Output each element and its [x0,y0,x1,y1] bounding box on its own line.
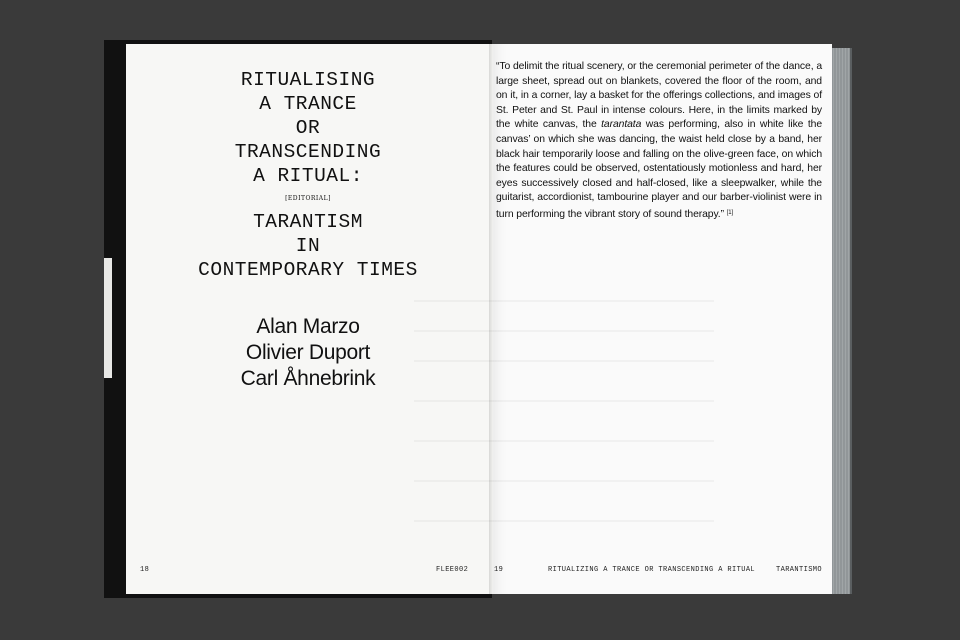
title-line-5: A RITUAL: [253,165,363,187]
author-list [126,314,490,392]
quote-italic-term: tarantata [601,119,642,131]
left-page-number: 18 [140,566,150,574]
show-through-text [414,300,714,302]
author-name: Olivier Duport [245,341,371,364]
page-edges [832,48,852,594]
subtitle-line-3: CONTEMPORARY TIMES [198,259,418,281]
cover-tear [104,258,112,378]
subtitle-line-2: IN [295,235,321,257]
quote-paragraph [496,60,822,223]
show-through-text [414,480,714,482]
title-block [126,68,490,282]
running-head: RITUALIZING A TRANCE OR TRANSCENDING A RITUAL [548,566,756,574]
quote-text-start: “To delimit the ritual scenery, or the ceremonial perimeter of the dance, a large sheet, spread out on blankets, covered the floor of the room, and on it, in a corner, lay a basket for the offerings collections, and images of St. Peter and St. Paul in intense colours. Here, in the limits marked by the white canvas, the [496,61,822,131]
show-through-text [414,360,714,362]
quote-text-end: was performing, also in white like the canvas’ on which she was dancing, the waist held close by a band, her black hair temporarily loose and falling on the olive-green face, on which the features could be observed, ostentatiously motionless and hard, her eyes successively closed and half-closed, like a sleepwalker, while the guitarist, accordionist, tambourine player and our barber-violinist were in turn performing the vibrant story of sound therapy.” [496,119,822,220]
title-line-2: A TRANCE [259,93,357,115]
show-through-text [414,440,714,442]
title-line-4: TRANSCENDING [234,141,382,163]
editorial-tag: [EDITORIAL] [285,195,331,202]
author-name: Alan Marzo [256,315,360,338]
title-line-1: RITUALISING [240,69,376,91]
right-page-number: 19 [494,566,504,574]
title-line-3: OR [295,117,321,139]
show-through-text [414,400,714,402]
show-through-text [414,520,714,522]
show-through-text [414,330,714,332]
subtitle-line-1: TARANTISM [253,211,363,233]
author-name: Carl Åhnebrink [240,367,376,390]
section-label: TARANTISMO [776,566,823,574]
footnote-ref: [1] [726,209,734,216]
left-folio-label: FLEE002 [436,566,469,574]
